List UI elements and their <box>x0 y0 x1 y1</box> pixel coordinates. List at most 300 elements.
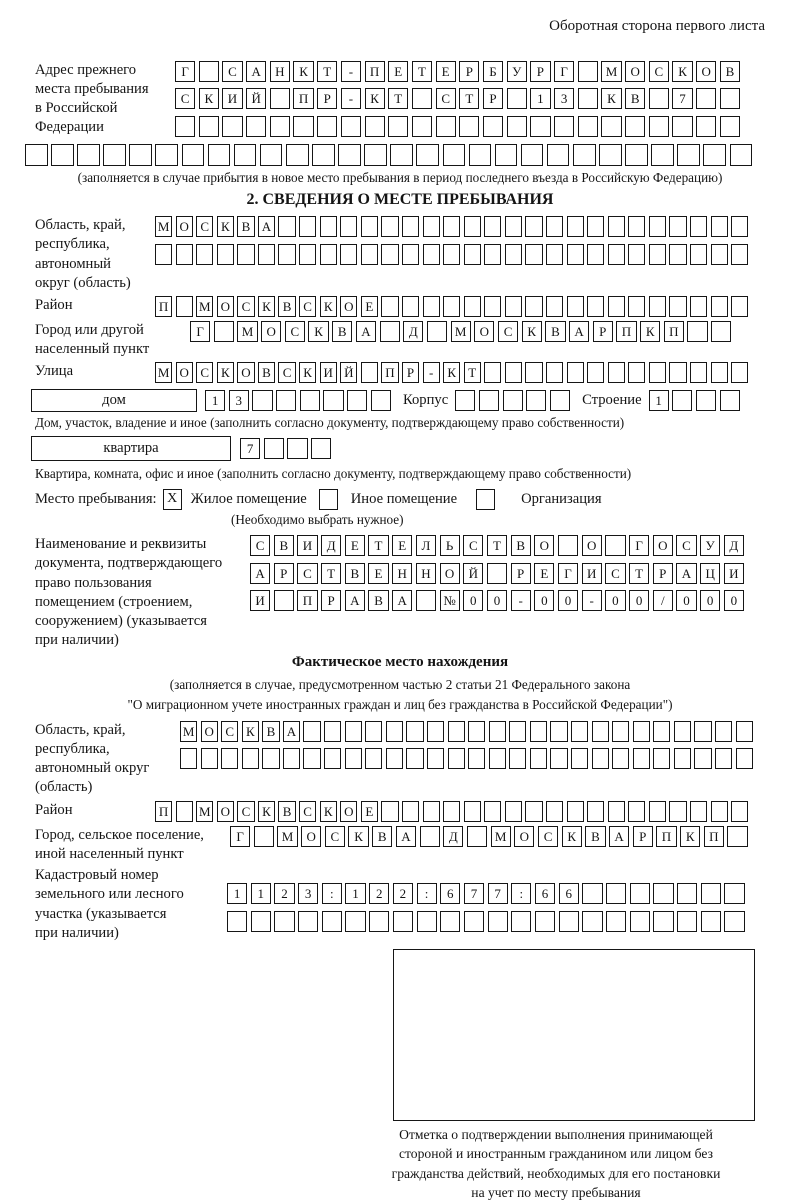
char-cell[interactable]: Р <box>459 61 479 82</box>
char-cell[interactable] <box>672 390 692 411</box>
char-cell[interactable]: А <box>250 563 270 584</box>
char-cell[interactable] <box>503 390 523 411</box>
char-cell[interactable]: О <box>514 826 534 847</box>
char-cell[interactable]: Г <box>230 826 250 847</box>
char-cell[interactable] <box>633 721 650 742</box>
char-cell[interactable] <box>696 88 716 109</box>
char-cell[interactable]: К <box>640 321 660 342</box>
char-cell[interactable] <box>653 721 670 742</box>
char-cell[interactable]: И <box>320 362 337 383</box>
char-cell[interactable] <box>427 748 444 769</box>
char-cell[interactable] <box>402 801 419 822</box>
char-cell[interactable]: С <box>237 296 254 317</box>
char-cell[interactable] <box>530 748 547 769</box>
char-cell[interactable]: 7 <box>240 438 260 459</box>
char-cell[interactable] <box>649 362 666 383</box>
char-cell[interactable] <box>550 721 567 742</box>
char-cell[interactable]: : <box>511 883 531 904</box>
char-cell[interactable] <box>402 216 419 237</box>
char-cell[interactable]: 7 <box>672 88 692 109</box>
char-cell[interactable] <box>690 244 707 265</box>
char-cell[interactable] <box>312 144 335 166</box>
char-cell[interactable]: Й <box>463 563 483 584</box>
char-cell[interactable]: Г <box>558 563 578 584</box>
char-cell[interactable]: С <box>278 362 295 383</box>
char-cell[interactable] <box>535 911 555 932</box>
char-cell[interactable]: Р <box>317 88 337 109</box>
char-cell[interactable] <box>559 911 579 932</box>
char-cell[interactable] <box>416 144 439 166</box>
char-cell[interactable]: А <box>609 826 629 847</box>
char-cell[interactable] <box>283 748 300 769</box>
char-cell[interactable] <box>599 144 622 166</box>
char-cell[interactable] <box>674 748 691 769</box>
char-cell[interactable] <box>340 244 357 265</box>
char-cell[interactable] <box>526 390 546 411</box>
char-cell[interactable] <box>547 144 570 166</box>
char-cell[interactable] <box>412 116 432 137</box>
char-cell[interactable] <box>711 321 731 342</box>
char-cell[interactable] <box>440 911 460 932</box>
char-cell[interactable] <box>276 390 296 411</box>
char-cell[interactable]: Т <box>412 61 432 82</box>
char-cell[interactable] <box>175 116 195 137</box>
char-cell[interactable] <box>155 144 178 166</box>
char-cell[interactable] <box>628 216 645 237</box>
char-cell[interactable]: В <box>332 321 352 342</box>
char-cell[interactable]: 3 <box>298 883 318 904</box>
char-cell[interactable]: С <box>605 563 625 584</box>
char-cell[interactable] <box>525 801 542 822</box>
char-cell[interactable] <box>505 362 522 383</box>
char-cell[interactable] <box>464 296 481 317</box>
char-cell[interactable]: 6 <box>559 883 579 904</box>
char-cell[interactable] <box>546 244 563 265</box>
char-cell[interactable]: И <box>222 88 242 109</box>
char-cell[interactable] <box>420 826 440 847</box>
char-cell[interactable]: Н <box>270 61 290 82</box>
char-cell[interactable] <box>443 296 460 317</box>
char-cell[interactable]: В <box>258 362 275 383</box>
char-cell[interactable]: О <box>340 801 357 822</box>
char-cell[interactable]: Р <box>653 563 673 584</box>
char-cell[interactable] <box>612 748 629 769</box>
char-cell[interactable] <box>324 721 341 742</box>
char-cell[interactable]: 1 <box>530 88 550 109</box>
char-cell[interactable]: С <box>285 321 305 342</box>
char-cell[interactable] <box>214 321 234 342</box>
char-cell[interactable] <box>338 144 361 166</box>
char-cell[interactable] <box>731 216 748 237</box>
char-cell[interactable] <box>221 748 238 769</box>
char-cell[interactable] <box>736 721 753 742</box>
char-cell[interactable]: К <box>258 801 275 822</box>
char-cell[interactable]: Д <box>321 535 341 556</box>
char-cell[interactable] <box>264 438 284 459</box>
char-cell[interactable] <box>299 216 316 237</box>
char-cell[interactable] <box>274 590 294 611</box>
char-cell[interactable] <box>724 883 744 904</box>
char-cell[interactable] <box>371 390 391 411</box>
char-cell[interactable]: С <box>498 321 518 342</box>
char-cell[interactable]: С <box>436 88 456 109</box>
char-cell[interactable] <box>365 748 382 769</box>
char-cell[interactable]: М <box>277 826 297 847</box>
char-cell[interactable]: С <box>463 535 483 556</box>
char-cell[interactable] <box>303 721 320 742</box>
char-cell[interactable] <box>361 244 378 265</box>
char-cell[interactable] <box>546 216 563 237</box>
char-cell[interactable]: А <box>283 721 300 742</box>
char-cell[interactable] <box>274 911 294 932</box>
char-cell[interactable] <box>505 216 522 237</box>
char-cell[interactable]: - <box>341 61 361 82</box>
char-cell[interactable] <box>468 748 485 769</box>
char-cell[interactable] <box>711 801 728 822</box>
char-cell[interactable] <box>298 911 318 932</box>
char-cell[interactable]: 1 <box>345 883 365 904</box>
char-cell[interactable] <box>608 801 625 822</box>
char-cell[interactable] <box>227 911 247 932</box>
char-cell[interactable] <box>484 362 501 383</box>
char-cell[interactable]: 3 <box>554 88 574 109</box>
char-cell[interactable] <box>587 296 604 317</box>
char-cell[interactable] <box>51 144 74 166</box>
char-cell[interactable]: 2 <box>393 883 413 904</box>
char-cell[interactable] <box>694 748 711 769</box>
char-cell[interactable]: О <box>474 321 494 342</box>
char-cell[interactable]: К <box>199 88 219 109</box>
char-cell[interactable]: В <box>368 590 388 611</box>
char-cell[interactable]: К <box>320 801 337 822</box>
char-cell[interactable] <box>606 883 626 904</box>
char-cell[interactable] <box>278 244 295 265</box>
char-cell[interactable]: О <box>176 216 193 237</box>
char-cell[interactable] <box>628 296 645 317</box>
char-cell[interactable]: Т <box>464 362 481 383</box>
char-cell[interactable]: 0 <box>558 590 578 611</box>
char-cell[interactable] <box>608 362 625 383</box>
char-cell[interactable] <box>176 244 193 265</box>
char-cell[interactable] <box>608 216 625 237</box>
char-cell[interactable]: Д <box>403 321 423 342</box>
char-cell[interactable] <box>468 721 485 742</box>
char-cell[interactable]: С <box>196 216 213 237</box>
char-cell[interactable] <box>550 390 570 411</box>
char-cell[interactable] <box>651 144 674 166</box>
char-cell[interactable]: С <box>676 535 696 556</box>
char-cell[interactable] <box>530 116 550 137</box>
char-cell[interactable]: Т <box>317 61 337 82</box>
char-cell[interactable]: В <box>274 535 294 556</box>
char-cell[interactable] <box>196 244 213 265</box>
char-cell[interactable]: Е <box>368 563 388 584</box>
char-cell[interactable]: В <box>585 826 605 847</box>
char-cell[interactable]: П <box>365 61 385 82</box>
char-cell[interactable]: В <box>278 296 295 317</box>
char-cell[interactable]: О <box>653 535 673 556</box>
char-cell[interactable] <box>525 216 542 237</box>
char-cell[interactable]: К <box>293 61 313 82</box>
char-cell[interactable]: В <box>237 216 254 237</box>
char-cell[interactable]: Р <box>402 362 419 383</box>
char-cell[interactable]: - <box>511 590 531 611</box>
char-cell[interactable] <box>386 721 403 742</box>
char-cell[interactable] <box>505 801 522 822</box>
char-cell[interactable]: 2 <box>274 883 294 904</box>
char-cell[interactable] <box>484 296 501 317</box>
char-cell[interactable] <box>320 244 337 265</box>
char-cell[interactable] <box>628 801 645 822</box>
char-cell[interactable]: Г <box>190 321 210 342</box>
char-cell[interactable] <box>578 61 598 82</box>
char-cell[interactable]: - <box>341 88 361 109</box>
char-cell[interactable]: 0 <box>534 590 554 611</box>
char-cell[interactable] <box>677 144 700 166</box>
char-cell[interactable] <box>390 144 413 166</box>
char-cell[interactable] <box>495 144 518 166</box>
checkbox-residential[interactable]: X <box>163 489 182 510</box>
char-cell[interactable] <box>208 144 231 166</box>
char-cell[interactable] <box>270 88 290 109</box>
char-cell[interactable] <box>443 244 460 265</box>
char-cell[interactable]: П <box>155 296 172 317</box>
char-cell[interactable] <box>711 362 728 383</box>
char-cell[interactable]: А <box>396 826 416 847</box>
char-cell[interactable] <box>687 321 707 342</box>
char-cell[interactable] <box>487 563 507 584</box>
char-cell[interactable]: Т <box>629 563 649 584</box>
char-cell[interactable] <box>571 748 588 769</box>
char-cell[interactable] <box>505 296 522 317</box>
char-cell[interactable] <box>507 116 527 137</box>
char-cell[interactable]: Т <box>487 535 507 556</box>
char-cell[interactable] <box>345 721 362 742</box>
char-cell[interactable]: Ц <box>700 563 720 584</box>
char-cell[interactable] <box>479 390 499 411</box>
char-cell[interactable] <box>365 116 385 137</box>
char-cell[interactable] <box>176 296 193 317</box>
char-cell[interactable]: Й <box>246 88 266 109</box>
char-cell[interactable] <box>345 911 365 932</box>
char-cell[interactable] <box>578 88 598 109</box>
char-cell[interactable] <box>703 144 726 166</box>
char-cell[interactable] <box>511 911 531 932</box>
char-cell[interactable] <box>696 390 716 411</box>
char-cell[interactable]: С <box>221 721 238 742</box>
char-cell[interactable] <box>242 748 259 769</box>
char-cell[interactable] <box>649 216 666 237</box>
char-cell[interactable] <box>731 362 748 383</box>
char-cell[interactable] <box>464 244 481 265</box>
char-cell[interactable] <box>443 801 460 822</box>
char-cell[interactable]: П <box>664 321 684 342</box>
char-cell[interactable]: К <box>601 88 621 109</box>
char-cell[interactable] <box>254 826 274 847</box>
char-cell[interactable] <box>464 801 481 822</box>
char-cell[interactable]: В <box>545 321 565 342</box>
char-cell[interactable]: Р <box>530 61 550 82</box>
char-cell[interactable] <box>711 244 728 265</box>
char-cell[interactable]: 0 <box>487 590 507 611</box>
char-cell[interactable]: № <box>440 590 460 611</box>
char-cell[interactable] <box>443 144 466 166</box>
char-cell[interactable] <box>649 244 666 265</box>
char-cell[interactable]: Ь <box>440 535 460 556</box>
char-cell[interactable] <box>690 801 707 822</box>
char-cell[interactable] <box>653 883 673 904</box>
char-cell[interactable]: 0 <box>724 590 744 611</box>
char-cell[interactable]: : <box>322 883 342 904</box>
char-cell[interactable]: 7 <box>464 883 484 904</box>
char-cell[interactable] <box>625 144 648 166</box>
char-cell[interactable]: К <box>680 826 700 847</box>
char-cell[interactable] <box>567 244 584 265</box>
char-cell[interactable]: О <box>261 321 281 342</box>
char-cell[interactable]: 0 <box>463 590 483 611</box>
char-cell[interactable] <box>509 721 526 742</box>
char-cell[interactable] <box>525 362 542 383</box>
char-cell[interactable] <box>381 801 398 822</box>
char-cell[interactable]: О <box>176 362 193 383</box>
char-cell[interactable] <box>322 911 342 932</box>
char-cell[interactable] <box>25 144 48 166</box>
char-cell[interactable] <box>649 88 669 109</box>
char-cell[interactable] <box>317 116 337 137</box>
char-cell[interactable]: У <box>700 535 720 556</box>
char-cell[interactable]: К <box>443 362 460 383</box>
checkbox-organization[interactable] <box>476 489 495 510</box>
char-cell[interactable]: 3 <box>229 390 249 411</box>
char-cell[interactable]: В <box>278 801 295 822</box>
char-cell[interactable] <box>592 721 609 742</box>
char-cell[interactable]: К <box>320 296 337 317</box>
char-cell[interactable] <box>237 244 254 265</box>
char-cell[interactable] <box>509 748 526 769</box>
char-cell[interactable]: О <box>217 296 234 317</box>
char-cell[interactable] <box>423 244 440 265</box>
char-cell[interactable] <box>736 748 753 769</box>
char-cell[interactable]: О <box>440 563 460 584</box>
char-cell[interactable] <box>701 883 721 904</box>
char-cell[interactable] <box>246 116 266 137</box>
char-cell[interactable]: М <box>491 826 511 847</box>
char-cell[interactable]: В <box>345 563 365 584</box>
char-cell[interactable]: Г <box>629 535 649 556</box>
char-cell[interactable] <box>287 438 307 459</box>
char-cell[interactable]: К <box>348 826 368 847</box>
char-cell[interactable] <box>530 721 547 742</box>
char-cell[interactable] <box>608 244 625 265</box>
char-cell[interactable]: М <box>237 321 257 342</box>
char-cell[interactable]: С <box>538 826 558 847</box>
char-cell[interactable]: И <box>582 563 602 584</box>
char-cell[interactable]: К <box>522 321 542 342</box>
char-cell[interactable]: Г <box>554 61 574 82</box>
char-cell[interactable] <box>690 296 707 317</box>
char-cell[interactable] <box>347 390 367 411</box>
char-cell[interactable] <box>669 362 686 383</box>
char-cell[interactable] <box>77 144 100 166</box>
char-cell[interactable] <box>554 116 574 137</box>
char-cell[interactable] <box>217 244 234 265</box>
char-cell[interactable] <box>608 296 625 317</box>
char-cell[interactable] <box>488 911 508 932</box>
char-cell[interactable] <box>406 721 423 742</box>
char-cell[interactable]: А <box>569 321 589 342</box>
char-cell[interactable]: 0 <box>676 590 696 611</box>
char-cell[interactable] <box>388 116 408 137</box>
char-cell[interactable] <box>612 721 629 742</box>
char-cell[interactable] <box>628 244 645 265</box>
char-cell[interactable]: С <box>297 563 317 584</box>
char-cell[interactable] <box>649 801 666 822</box>
char-cell[interactable] <box>423 801 440 822</box>
char-cell[interactable]: С <box>250 535 270 556</box>
char-cell[interactable]: К <box>258 296 275 317</box>
char-cell[interactable]: 2 <box>369 883 389 904</box>
char-cell[interactable]: К <box>308 321 328 342</box>
char-cell[interactable]: Р <box>593 321 613 342</box>
char-cell[interactable]: О <box>201 721 218 742</box>
char-cell[interactable] <box>505 244 522 265</box>
char-cell[interactable]: М <box>155 216 172 237</box>
char-cell[interactable] <box>448 748 465 769</box>
char-cell[interactable] <box>669 801 686 822</box>
char-cell[interactable]: О <box>696 61 716 82</box>
char-cell[interactable]: Л <box>416 535 436 556</box>
char-cell[interactable]: С <box>325 826 345 847</box>
char-cell[interactable] <box>483 116 503 137</box>
char-cell[interactable]: К <box>299 362 316 383</box>
char-cell[interactable] <box>582 883 602 904</box>
char-cell[interactable] <box>677 883 697 904</box>
char-cell[interactable]: Д <box>724 535 744 556</box>
char-cell[interactable] <box>653 748 670 769</box>
char-cell[interactable] <box>293 116 313 137</box>
char-cell[interactable] <box>320 216 337 237</box>
char-cell[interactable] <box>270 116 290 137</box>
char-cell[interactable]: М <box>601 61 621 82</box>
char-cell[interactable]: 6 <box>535 883 555 904</box>
char-cell[interactable] <box>365 721 382 742</box>
char-cell[interactable] <box>587 801 604 822</box>
char-cell[interactable] <box>720 390 740 411</box>
char-cell[interactable] <box>669 296 686 317</box>
char-cell[interactable] <box>567 362 584 383</box>
char-cell[interactable]: С <box>299 296 316 317</box>
char-cell[interactable] <box>669 216 686 237</box>
char-cell[interactable]: М <box>155 362 172 383</box>
char-cell[interactable] <box>380 321 400 342</box>
char-cell[interactable] <box>696 116 716 137</box>
char-cell[interactable] <box>234 144 257 166</box>
char-cell[interactable]: 0 <box>629 590 649 611</box>
char-cell[interactable] <box>730 144 753 166</box>
char-cell[interactable] <box>484 244 501 265</box>
char-cell[interactable]: В <box>372 826 392 847</box>
char-cell[interactable]: Е <box>534 563 554 584</box>
char-cell[interactable] <box>720 88 740 109</box>
char-cell[interactable]: У <box>507 61 527 82</box>
char-cell[interactable]: П <box>155 801 172 822</box>
char-cell[interactable] <box>443 216 460 237</box>
char-cell[interactable] <box>427 721 444 742</box>
char-cell[interactable]: С <box>222 61 242 82</box>
char-cell[interactable]: 7 <box>488 883 508 904</box>
char-cell[interactable]: К <box>217 362 234 383</box>
char-cell[interactable] <box>386 748 403 769</box>
